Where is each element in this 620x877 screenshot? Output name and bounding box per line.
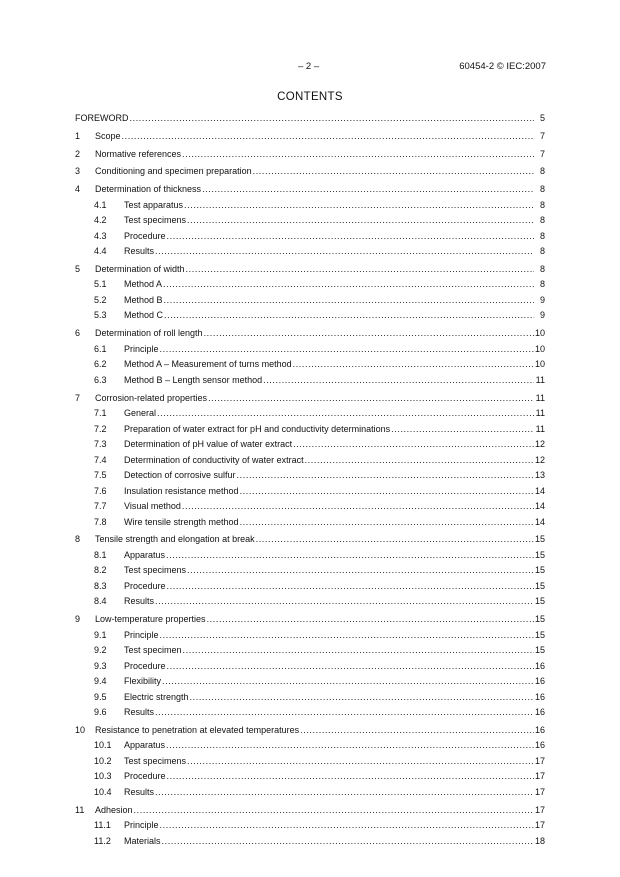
toc-entry-label: Visual method: [124, 501, 181, 512]
toc-entry-page: 8: [539, 199, 545, 210]
table-of-contents: [75, 113, 545, 851]
toc-entry-label: Procedure: [124, 771, 166, 782]
toc-entry-label: Conditioning and specimen preparation: [95, 166, 252, 177]
toc-entry[interactable]: [75, 756, 545, 772]
toc-entry-page: 11: [535, 374, 545, 385]
toc-entry-label: Test specimen: [124, 645, 182, 656]
toc-entry[interactable]: [75, 393, 545, 409]
toc-entry-number: 5.2: [94, 294, 107, 305]
toc-entry-label: General: [124, 408, 157, 419]
toc-entry[interactable]: [75, 676, 545, 692]
toc-entry-label: Method B: [124, 294, 163, 305]
toc-entry-page: 11: [535, 423, 545, 434]
toc-entry-label: Detection of corrosive sulfur: [124, 470, 236, 481]
toc-entry-page: 15: [534, 596, 545, 607]
toc-entry-page: 15: [534, 580, 545, 591]
toc-entry[interactable]: [75, 725, 545, 741]
dot-leader: [182, 501, 534, 511]
toc-entry-label: FOREWORD: [75, 113, 129, 123]
toc-entry-label: Principle: [124, 820, 159, 831]
toc-entry-number: 7.2: [94, 423, 107, 434]
dot-leader: [166, 740, 534, 750]
toc-entry-page: 15: [534, 549, 545, 560]
toc-entry-number: 10.4: [94, 786, 112, 797]
toc-entry-number: 9.2: [94, 645, 107, 656]
toc-entry-number: 4.1: [94, 199, 107, 210]
toc-entry[interactable]: [75, 565, 545, 581]
toc-entry[interactable]: [75, 310, 545, 326]
dot-leader: [155, 707, 534, 717]
toc-entry-label: Apparatus: [124, 740, 166, 751]
toc-entry-number: 11: [75, 804, 85, 815]
dot-leader: [164, 295, 534, 305]
toc-entry-number: 9.5: [94, 691, 107, 702]
dot-leader: [256, 534, 534, 544]
toc-entry-number: 6.3: [94, 374, 107, 385]
dot-leader: [184, 200, 534, 210]
toc-entry[interactable]: [75, 517, 545, 533]
toc-entry-label: Preparation of water extract for pH and conductivity determinations: [124, 423, 391, 434]
toc-entry-page: 13: [534, 470, 545, 481]
toc-entry-page: 7: [539, 130, 545, 141]
toc-entry-label: Corrosion-related properties: [95, 392, 208, 403]
toc-entry-page: 8: [539, 279, 545, 290]
toc-entry-page: 16: [534, 676, 545, 687]
toc-entry[interactable]: [75, 692, 545, 708]
page-header: [0, 61, 620, 75]
toc-entry-label: Results: [124, 786, 155, 797]
dot-leader: [166, 550, 534, 560]
toc-entry-page: 17: [534, 771, 545, 782]
toc-entry[interactable]: [75, 408, 545, 424]
toc-entry-page: 15: [534, 534, 545, 545]
toc-entry-number: 4: [75, 184, 81, 195]
toc-entry-label: Resistance to penetration at elevated temperatures: [95, 724, 300, 735]
toc-entry-number: 1: [75, 130, 81, 141]
dot-leader: [134, 805, 534, 815]
toc-entry-label: Wire tensile strength method: [124, 516, 239, 527]
toc-entry-page: 9: [539, 310, 545, 321]
toc-entry-number: 9.4: [94, 676, 107, 687]
toc-entry[interactable]: [75, 246, 545, 262]
toc-entry[interactable]: [75, 581, 545, 597]
toc-entry-number: 10.1: [94, 740, 112, 751]
toc-entry-number: 6.2: [94, 359, 107, 370]
toc-entry[interactable]: [75, 550, 545, 566]
toc-entry-page: 16: [534, 660, 545, 671]
toc-entry[interactable]: [75, 534, 545, 550]
page-title: CONTENTS: [277, 91, 343, 103]
dot-leader: [263, 375, 534, 385]
toc-entry[interactable]: [75, 630, 545, 646]
toc-entry-page: 16: [534, 740, 545, 751]
dot-leader: [240, 486, 534, 496]
toc-entry[interactable]: [75, 328, 545, 344]
toc-entry-number: 8: [75, 534, 81, 545]
toc-entry-number: 6: [75, 328, 81, 339]
toc-entry-number: 10.2: [94, 755, 112, 766]
dot-leader: [162, 836, 534, 846]
toc-entry-label: Principle: [124, 343, 159, 354]
dot-leader: [187, 215, 534, 225]
dot-leader: [163, 279, 534, 289]
dot-leader: [167, 231, 534, 241]
toc-entry-label: Normative references: [95, 148, 182, 159]
toc-entry-number: 4.2: [94, 215, 107, 226]
toc-entry-number: 9.1: [94, 629, 107, 640]
dot-leader: [157, 408, 534, 418]
toc-entry-page: 17: [534, 755, 545, 766]
toc-entry[interactable]: [75, 771, 545, 787]
toc-entry-page: 10: [534, 343, 545, 354]
toc-entry-page: 8: [539, 166, 545, 177]
toc-entry-label: Determination of conductivity of water extract: [124, 454, 304, 465]
toc-entry-number: 9.3: [94, 660, 107, 671]
toc-entry-page: 8: [539, 246, 545, 257]
toc-entry-page: 5: [539, 113, 545, 123]
toc-entry[interactable]: [75, 439, 545, 455]
toc-entry-label: Method C: [124, 310, 164, 321]
toc-entry-page: 14: [534, 485, 545, 496]
dot-leader: [167, 581, 534, 591]
toc-entry-number: 5.1: [94, 279, 107, 290]
toc-entry[interactable]: [75, 614, 545, 630]
toc-entry-label: Determination of thickness: [95, 184, 202, 195]
toc-entry[interactable]: [75, 805, 545, 821]
toc-entry-label: Test specimens: [124, 755, 187, 766]
toc-entry-page: 10: [534, 359, 545, 370]
toc-entry-number: 9.6: [94, 707, 107, 718]
toc-entry-page: 8: [539, 184, 545, 195]
toc-entry[interactable]: [75, 295, 545, 311]
toc-entry-label: Principle: [124, 629, 159, 640]
toc-entry-label: Adhesion: [95, 804, 133, 815]
toc-entry-page: 8: [539, 263, 545, 274]
toc-entry[interactable]: [75, 740, 545, 756]
toc-entry[interactable]: [75, 820, 545, 836]
toc-entry-label: Determination of roll length: [95, 328, 203, 339]
toc-entry[interactable]: [75, 184, 545, 200]
toc-entry[interactable]: [75, 113, 545, 129]
dot-leader: [155, 787, 534, 797]
toc-entry-number: 8.3: [94, 580, 107, 591]
dot-leader: [202, 184, 534, 194]
toc-entry[interactable]: [75, 424, 545, 440]
toc-entry-label: Electric strength: [124, 691, 189, 702]
dot-leader: [186, 264, 534, 274]
dot-leader: [204, 328, 534, 338]
toc-entry[interactable]: [75, 344, 545, 360]
toc-entry-number: 7.5: [94, 470, 107, 481]
dot-leader: [130, 113, 535, 123]
toc-entry-label: Method B – Length sensor method: [124, 374, 263, 385]
dot-leader: [190, 692, 534, 702]
toc-entry-page: 17: [534, 786, 545, 797]
toc-entry-page: 8: [539, 215, 545, 226]
dot-leader: [162, 676, 534, 686]
toc-entry-number: 9: [75, 614, 81, 625]
dot-leader: [391, 424, 534, 434]
toc-entry-number: 11.1: [94, 820, 111, 831]
toc-entry-number: 3: [75, 166, 81, 177]
dot-leader: [237, 470, 534, 480]
toc-entry-page: 14: [534, 501, 545, 512]
toc-entry-number: 7.6: [94, 485, 107, 496]
toc-entry-number: 7.4: [94, 454, 107, 465]
toc-entry-label: Test specimens: [124, 565, 187, 576]
dot-leader: [253, 166, 534, 176]
toc-entry-number: 2: [75, 148, 81, 159]
dot-leader: [208, 393, 534, 403]
toc-entry[interactable]: [75, 200, 545, 216]
document-id: 60454-2 © IEC:2007: [459, 61, 546, 72]
toc-entry-number: 7.8: [94, 516, 107, 527]
toc-entry[interactable]: [75, 279, 545, 295]
toc-entry-label: Low-temperature properties: [95, 614, 206, 625]
toc-entry-number: 7.3: [94, 439, 107, 450]
toc-entry-label: Determination of width: [95, 263, 185, 274]
toc-entry-label: Insulation resistance method: [124, 485, 239, 496]
toc-entry[interactable]: [75, 131, 545, 147]
toc-entry-page: 14: [534, 516, 545, 527]
dot-leader: [207, 614, 534, 624]
toc-entry-number: 11.2: [94, 835, 111, 846]
toc-entry-number: 4.4: [94, 246, 107, 257]
dot-leader: [167, 661, 534, 671]
toc-entry-number: 8.4: [94, 596, 107, 607]
toc-entry-page: 18: [534, 835, 545, 846]
toc-entry-page: 11: [535, 392, 545, 403]
dot-leader: [293, 359, 534, 369]
dot-leader: [305, 455, 534, 465]
toc-entry-number: 10: [75, 724, 86, 735]
dot-leader: [182, 149, 534, 159]
toc-entry-page: 17: [534, 804, 545, 815]
toc-entry-label: Procedure: [124, 580, 166, 591]
toc-entry-label: Flexibility: [124, 676, 162, 687]
toc-entry-page: 10: [534, 328, 545, 339]
toc-entry[interactable]: [75, 645, 545, 661]
toc-entry-number: 10.3: [94, 771, 112, 782]
toc-entry[interactable]: [75, 707, 545, 723]
toc-entry-page: 8: [539, 230, 545, 241]
toc-entry[interactable]: [75, 166, 545, 182]
toc-entry-label: Test specimens: [124, 215, 187, 226]
toc-entry-number: 7: [75, 392, 81, 403]
toc-entry-number: 5: [75, 263, 81, 274]
toc-entry-label: Method A – Measurement of turns method: [124, 359, 292, 370]
dot-leader: [155, 246, 534, 256]
toc-entry[interactable]: [75, 486, 545, 502]
toc-entry-page: 7: [539, 148, 545, 159]
toc-entry[interactable]: [75, 375, 545, 391]
toc-entry-label: Results: [124, 246, 155, 257]
dot-leader: [160, 344, 534, 354]
toc-entry-label: Test apparatus: [124, 199, 184, 210]
toc-entry-page: 9: [539, 294, 545, 305]
toc-entry-label: Apparatus: [124, 549, 166, 560]
toc-entry-label: Materials: [124, 835, 161, 846]
toc-entry-label: Method A: [124, 279, 163, 290]
dot-leader: [160, 820, 534, 830]
toc-entry[interactable]: [75, 264, 545, 280]
toc-entry[interactable]: [75, 359, 545, 375]
toc-entry-number: 6.1: [94, 343, 107, 354]
toc-entry[interactable]: [75, 596, 545, 612]
dot-leader: [293, 439, 534, 449]
dot-leader: [240, 517, 534, 527]
toc-entry-number: 8.1: [94, 549, 107, 560]
toc-entry-page: 16: [534, 724, 545, 735]
toc-entry-page: 16: [534, 707, 545, 718]
dot-leader: [300, 725, 534, 735]
toc-entry-label: Tensile strength and elongation at break: [95, 534, 255, 545]
toc-entry-page: 17: [534, 820, 545, 831]
dot-leader: [187, 756, 534, 766]
toc-entry-page: 15: [534, 645, 545, 656]
toc-entry-label: Results: [124, 596, 155, 607]
toc-entry[interactable]: [75, 215, 545, 231]
toc-entry-label: Procedure: [124, 230, 166, 241]
toc-entry-number: 5.3: [94, 310, 107, 321]
toc-entry-page: 12: [534, 439, 545, 450]
page-number: – 2 –: [298, 61, 320, 72]
toc-entry[interactable]: [75, 470, 545, 486]
dot-leader: [122, 131, 534, 141]
toc-entry-label: Scope: [95, 130, 121, 141]
dot-leader: [164, 310, 534, 320]
toc-entry[interactable]: [75, 501, 545, 517]
toc-entry-page: 15: [534, 629, 545, 640]
dot-leader: [167, 771, 534, 781]
toc-entry-page: 15: [534, 614, 545, 625]
toc-entry-number: 4.3: [94, 230, 107, 241]
toc-entry[interactable]: [75, 787, 545, 803]
toc-entry-label: Results: [124, 707, 155, 718]
dot-leader: [187, 565, 534, 575]
toc-entry-page: 11: [535, 408, 545, 419]
toc-entry-number: 7.7: [94, 501, 107, 512]
toc-entry[interactable]: [75, 231, 545, 247]
toc-entry-label: Procedure: [124, 660, 166, 671]
toc-entry-page: 12: [534, 454, 545, 465]
toc-entry-number: 8.2: [94, 565, 107, 576]
dot-leader: [183, 645, 534, 655]
toc-entry-page: 16: [534, 691, 545, 702]
toc-entry-number: 7.1: [94, 408, 107, 419]
dot-leader: [160, 630, 534, 640]
toc-entry[interactable]: [75, 836, 545, 852]
toc-entry[interactable]: [75, 149, 545, 165]
toc-entry[interactable]: [75, 661, 545, 677]
toc-entry-page: 15: [534, 565, 545, 576]
toc-entry[interactable]: [75, 455, 545, 471]
toc-entry-label: Determination of pH value of water extract: [124, 439, 293, 450]
dot-leader: [155, 596, 534, 606]
